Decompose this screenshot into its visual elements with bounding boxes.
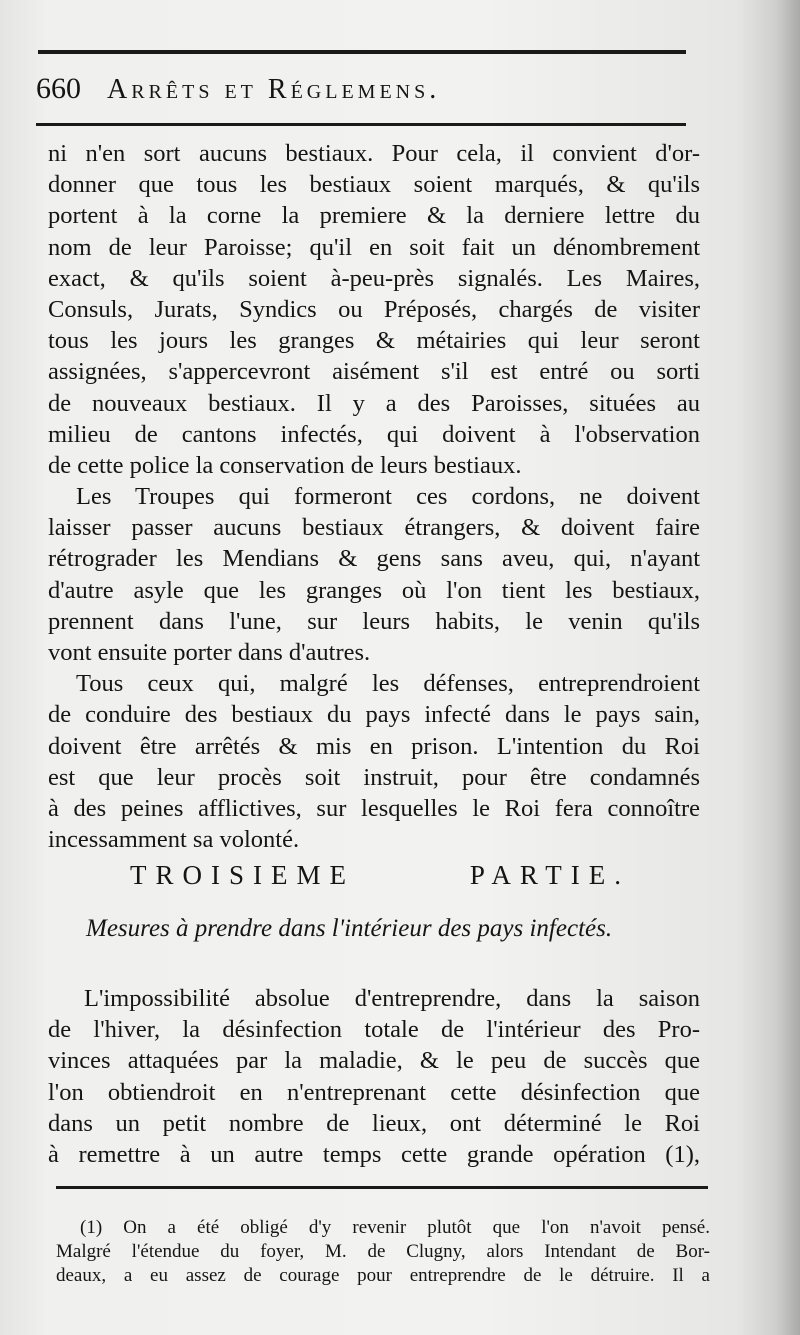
section-line: vinces attaquées par la maladie, & le peu de succès que: [48, 1047, 700, 1075]
body-line: est que leur procès soit instruit, pour être condamnés: [48, 763, 700, 791]
body-line: de cette police la conservation de leurs bestiaux.: [48, 451, 522, 479]
header-bottom-rule: [36, 123, 686, 126]
footnote-line: deaux, a eu assez de courage pour entreprendre de le détruire. Il a: [56, 1265, 710, 1286]
section-line: dans un petit nombre de lieux, ont déterminé le Roi: [48, 1109, 700, 1137]
footnote: [56, 1216, 710, 1288]
section-line: L'impossibilité absolue d'entreprendre, dans la saison: [84, 985, 700, 1012]
running-head: [36, 72, 596, 106]
section-heading-text: TROISIEME PARTIE.: [130, 860, 630, 890]
footnote-rule: [56, 1186, 708, 1189]
section-line: à remettre à un autre temps cette grande opération (1),: [48, 1140, 700, 1168]
footnote-line: (1) On a été obligé d'y revenir plutôt que l'on n'avoit pensé.: [80, 1217, 710, 1238]
body-line: tous les jours les granges & métairies qui leur seront: [48, 327, 700, 355]
body-line: Consuls, Jurats, Syndics ou Préposés, chargés de visiter: [48, 295, 700, 323]
section-text: [48, 983, 700, 1170]
body-line: nom de leur Paroisse; qu'il en soit fait un dénombrement: [48, 233, 700, 261]
body-line: laisser passer aucuns bestiaux étrangers, & doivent faire: [48, 514, 700, 542]
body-text: [48, 138, 700, 855]
body-line: incessamment sa volonté.: [48, 826, 300, 854]
body-line: de nouveaux bestiaux. Il y a des Paroisses, situées au: [48, 389, 700, 417]
body-line: Tous ceux qui, malgré les défenses, entreprendroient: [76, 670, 700, 698]
body-line: vont ensuite porter dans d'autres.: [48, 639, 371, 666]
section-line: de l'hiver, la désinfection totale de l'intérieur des Pro-: [48, 1016, 700, 1044]
body-line: de conduire des bestiaux du pays infecté dans le pays sain,: [48, 701, 700, 729]
body-line: à des peines afflictives, sur lesquelles le Roi fera connoître: [48, 794, 700, 822]
body-line: Les Troupes qui formeront ces cordons, ne doivent: [76, 483, 700, 511]
body-line: rétrograder les Mendians & gens sans aveu, qui, n'ayant: [48, 545, 700, 573]
header-top-rule: [38, 50, 686, 54]
section-subheading: Mesures à prendre dans l'intérieur des pays infectés.: [86, 915, 613, 942]
footnote-line: Malgré l'étendue du foyer, M. de Clugny, alors Intendant de Bor-: [56, 1241, 710, 1262]
body-line: donner que tous les bestiaux soient marqués, & qu'ils: [48, 171, 700, 199]
page-number: 660: [36, 72, 81, 105]
body-line: milieu de cantons infectés, qui doivent à l'observation: [48, 420, 700, 448]
body-line: d'autre asyle que les granges où l'on tient les bestiaux,: [48, 576, 700, 604]
body-line: ni n'en sort aucuns bestiaux. Pour cela, il convient d'or-: [48, 140, 700, 167]
section-heading: [130, 860, 630, 891]
body-line: assignées, s'appercevront aisément s'il est entré ou sorti: [48, 358, 700, 386]
section-line: l'on obtiendroit en n'entreprenant cette désinfection que: [48, 1078, 700, 1106]
body-line: exact, & qu'ils soient à-peu-près signalés. Les Maires,: [48, 264, 700, 292]
running-title: Arrêts et Réglemens.: [107, 74, 441, 105]
body-line: prennent dans l'une, sur leurs habits, le venin qu'ils: [48, 607, 700, 635]
body-line: doivent être arrêtés & mis en prison. L'intention du Roi: [48, 732, 700, 760]
body-line: portent à la corne la premiere & la derniere lettre du: [48, 202, 700, 230]
